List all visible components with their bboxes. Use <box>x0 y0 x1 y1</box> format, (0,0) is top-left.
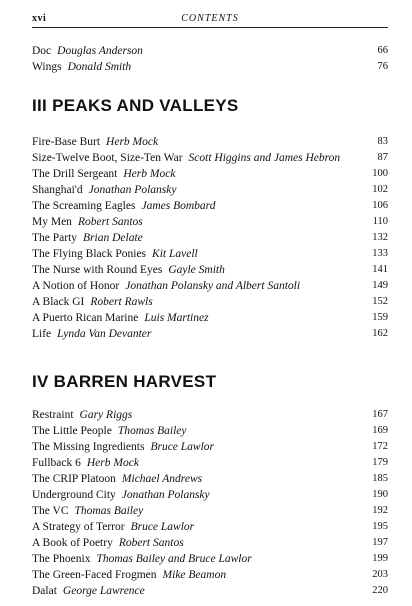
toc-entry <box>32 214 388 230</box>
toc-entry <box>32 439 388 455</box>
entry-title: Fire-Base Burt <box>32 136 101 148</box>
entry-page-number: 220 <box>372 585 388 596</box>
entry-list-top <box>32 43 388 75</box>
toc-entry <box>32 278 388 294</box>
toc-entry <box>32 455 388 471</box>
entry-title: Shanghai'd <box>32 184 83 196</box>
section-heading-iv: IV BARREN HARVEST <box>32 372 217 391</box>
toc-entry <box>32 166 388 182</box>
toc-entry <box>32 567 388 583</box>
entry-author: Robert Santos <box>118 537 184 549</box>
entry-author: Kit Lavell <box>152 248 198 260</box>
entry-page-number: 132 <box>372 232 388 243</box>
entry-title: The Drill Sergeant <box>32 168 118 180</box>
toc-entry <box>32 134 388 150</box>
entry-list-peaks-and-valleys <box>32 134 388 342</box>
entry-author: Douglas Anderson <box>57 45 143 57</box>
entry-author: Mike Beamon <box>162 569 227 581</box>
entry-author: Donald Smith <box>67 61 132 73</box>
toc-entry <box>32 503 388 519</box>
entry-page-number: 190 <box>372 489 388 500</box>
entry-author: James Bombard <box>141 200 216 212</box>
entry-title: Life <box>32 328 52 340</box>
entry-title: The Green-Faced Frogmen <box>32 569 157 581</box>
entry-title: The Missing Ingredients <box>32 441 145 453</box>
toc-entry <box>32 262 388 278</box>
entry-author: Herb Mock <box>106 136 159 148</box>
toc-entry <box>32 150 388 166</box>
entry-author: Brian Delate <box>83 232 143 244</box>
page-header <box>32 13 388 27</box>
toc-entry <box>32 198 388 214</box>
running-title: CONTENTS <box>181 13 239 24</box>
entry-page-number: 66 <box>377 45 388 56</box>
entry-title: The Phoenix <box>32 553 91 565</box>
toc-entry <box>32 294 388 310</box>
entry-author: Thomas Bailey <box>117 425 187 437</box>
toc-entry <box>32 43 388 59</box>
toc-entry <box>32 230 388 246</box>
entry-author: Jonathan Polansky <box>88 184 177 196</box>
entry-title: Size-Twelve Boot, Size-Ten War <box>32 152 183 164</box>
entry-title: Restraint <box>32 409 74 421</box>
toc-entry <box>32 407 388 423</box>
entry-page-number: 83 <box>377 136 388 147</box>
entry-author: Gayle Smith <box>168 264 225 276</box>
entry-page-number: 179 <box>372 457 388 468</box>
entry-page-number: 133 <box>372 248 388 259</box>
entry-author: Jonathan Polansky <box>121 489 210 501</box>
entry-title: The Nurse with Round Eyes <box>32 264 163 276</box>
entry-page-number: 167 <box>372 409 388 420</box>
entry-page-number: 203 <box>372 569 388 580</box>
entry-page-number: 159 <box>372 312 388 323</box>
toc-entry <box>32 551 388 567</box>
entry-author: Thomas Bailey <box>74 505 144 517</box>
entry-page-number: 185 <box>372 473 388 484</box>
entry-list-barren-harvest <box>32 407 388 599</box>
toc-entry <box>32 583 388 599</box>
entry-author: Herb Mock <box>86 457 139 469</box>
entry-title: The CRIP Platoon <box>32 473 116 485</box>
entry-title: The Little People <box>32 425 112 437</box>
toc-entry <box>32 423 388 439</box>
entry-title: A Black GI <box>32 296 85 308</box>
entry-title: The Flying Black Ponies <box>32 248 147 260</box>
entry-page-number: 102 <box>372 184 388 195</box>
entry-title: A Notion of Honor <box>32 280 120 292</box>
entry-page-number: 169 <box>372 425 388 436</box>
entry-author: Bruce Lawlor <box>150 441 215 453</box>
entry-page-number: 76 <box>377 61 388 72</box>
toc-entry <box>32 246 388 262</box>
section-heading-iii: III PEAKS AND VALLEYS <box>32 96 239 115</box>
entry-author: Scott Higgins and James Hebron <box>188 152 341 164</box>
entry-author: Jonathan Polansky and Albert Santoli <box>125 280 301 292</box>
entry-title: The VC <box>32 505 69 517</box>
entry-page-number: 172 <box>372 441 388 452</box>
entry-author: George Lawrence <box>62 585 145 597</box>
entry-page-number: 195 <box>372 521 388 532</box>
toc-entry <box>32 487 388 503</box>
entry-author: Gary Riggs <box>79 409 133 421</box>
entry-page-number: 141 <box>372 264 388 275</box>
entry-title: Wings <box>32 61 62 73</box>
entry-title: My Men <box>32 216 72 228</box>
toc-entry <box>32 310 388 326</box>
entry-title: A Strategy of Terror <box>32 521 125 533</box>
toc-entry <box>32 326 388 342</box>
toc-entry <box>32 471 388 487</box>
entry-author: Lynda Van Devanter <box>57 328 152 340</box>
entry-page-number: 110 <box>372 216 388 227</box>
entry-author: Robert Rawls <box>90 296 153 308</box>
entry-page-number: 192 <box>372 505 388 516</box>
toc-entry <box>32 535 388 551</box>
entry-page-number: 100 <box>372 168 388 179</box>
entry-title: Dalat <box>32 585 57 597</box>
entry-page-number: 162 <box>372 328 388 339</box>
entry-author: Herb Mock <box>123 168 176 180</box>
header-rule <box>32 27 388 28</box>
toc-entry <box>32 519 388 535</box>
entry-page-number: 152 <box>372 296 388 307</box>
entry-page-number: 87 <box>377 152 388 163</box>
entry-title: Underground City <box>32 489 116 501</box>
entry-author: Robert Santos <box>77 216 143 228</box>
entry-title: Doc <box>32 45 52 57</box>
entry-author: Michael Andrews <box>121 473 203 485</box>
entry-page-number: 197 <box>372 537 388 548</box>
entry-author: Thomas Bailey and Bruce Lawlor <box>96 553 252 565</box>
entry-title: Fullback 6 <box>32 457 81 469</box>
entry-title: A Puerto Rican Marine <box>32 312 139 324</box>
entry-title: The Party <box>32 232 78 244</box>
entry-author: Luis Martinez <box>144 312 209 324</box>
entry-author: Bruce Lawlor <box>130 521 195 533</box>
entry-page-number: 199 <box>372 553 388 564</box>
entry-page-number: 149 <box>372 280 388 291</box>
page-number: xvi <box>32 13 47 24</box>
entry-page-number: 106 <box>372 200 388 211</box>
entry-title: A Book of Poetry <box>32 537 113 549</box>
toc-entry <box>32 59 388 75</box>
toc-entry <box>32 182 388 198</box>
entry-title: The Screaming Eagles <box>32 200 136 212</box>
